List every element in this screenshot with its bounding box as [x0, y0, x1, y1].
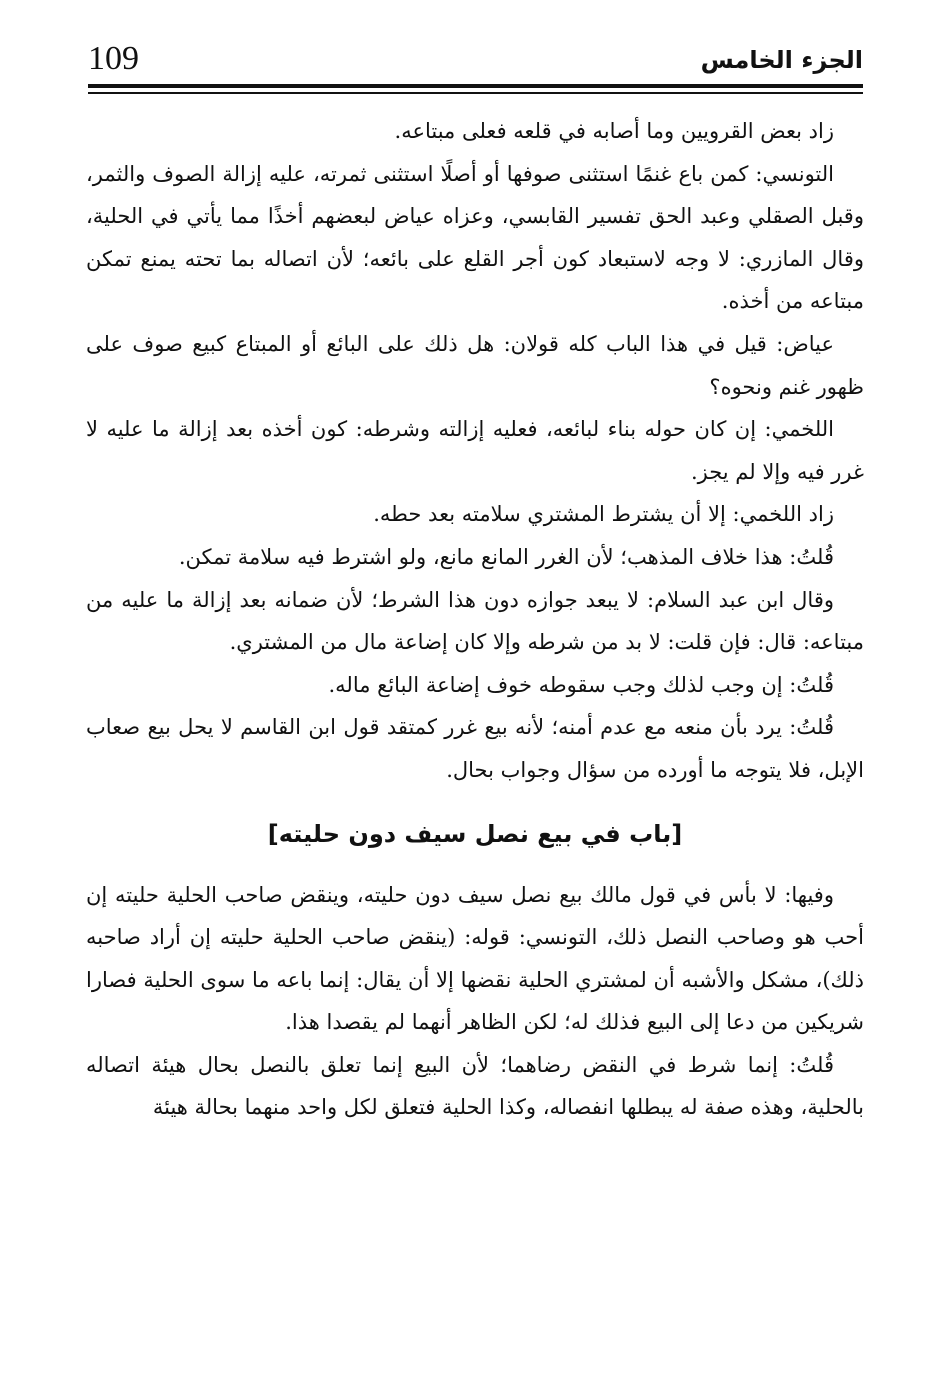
paragraph: وقال ابن عبد السلام: لا يبعد جوازه دون هذا الشرط؛ لأن ضمانه بعد إزالة ما عليه من مبتاعه: قال: فإن قلت: لا بد من شرطه وإلا كان إضاعة مال من المشتري. — [86, 587, 864, 655]
paragraph: اللخمي: إن كان حوله بناء لبائعه، فعليه إزالته وشرطه: كون أخذه بعد إزالة ما عليه لا غرر فيه وإلا لم يجز. — [86, 417, 864, 484]
paragraph: وفيها: لا بأس في قول مالك بيع نصل سيف دون حليته، وينقض صاحب الحلية حليته إن أحب هو وصاحب النصل ذلك، التونسي: قوله: (ينقض صاحب الحلية حليته إن أراد صاحبه ذلك)، مشكل والأشبه أن لمشتري الحلية نقضها إلا أن يقال: إنما باعه ما سوى الحلية فصارا شريكين من دعا إلى البيع فذلك له؛ لكن الظاهر أنهما لم يقصدا هذا. — [86, 882, 864, 1035]
paragraph: التونسي: كمن باع غنمًا استثنى صوفها أو أصلًا استثنى ثمرته، عليه إزالة الصوف والثمر، وقبل الصقلي وعبد الحق تفسير القابسي، وعزاه عياض لبعضهم أخذًا مما يأتي في الحلية، وقال المازري: لا وجه لاستبعاد كون أجر القلع على بائعه؛ لأن اتصاله بما تحته يمنع تمكن مبتاعه من أخذه. — [86, 161, 864, 314]
paragraph: زاد بعض القرويين وما أصابه في قلعه فعلى مبتاعه. — [394, 119, 834, 143]
header-rule-thin — [88, 92, 863, 94]
page-body — [86, 110, 864, 1129]
paragraph: قُلتُ: يرد بأن منعه مع عدم أمنه؛ لأنه بيع غرر كمتقد قول ابن القاسم لا يحل بيع صعاب الإبل، فلا يتوجه ما أورده من سؤال وجواب بحال. — [86, 715, 864, 782]
paragraph: قُلتُ: إنما شرط في النقض رضاهما؛ لأن البيع إنما تعلق بالنصل بحال هيئة اتصاله بالحلية، وهذه صفة له يبطلها انفصاله، وكذا الحلية فتعلق لكل واحد منهما بحالة هيئة — [86, 1052, 864, 1120]
header-rule-thick — [88, 84, 863, 88]
paragraph: قُلتُ: إن وجب لذلك وجب سقوطه خوف إضاعة البائع ماله. — [328, 672, 834, 697]
paragraph: زاد اللخمي: إلا أن يشترط المشتري سلامته بعد حطه. — [373, 502, 834, 527]
paragraph: قُلتُ: هذا خلاف المذهب؛ لأن الغرر المانع مانع، ولو اشترط فيه سلامة تمكن. — [178, 544, 834, 569]
section-heading: [باب في بيع نصل سيف دون حليته] — [267, 819, 683, 848]
page-number: 109 — [88, 40, 139, 77]
paragraph: عياض: قيل في هذا الباب كله قولان: هل ذلك على البائع أو المبتاع كبيع صوف على ظهور غنم ونحوه؟ — [86, 331, 864, 399]
page-header — [88, 36, 863, 82]
running-title: الجزء الخامس — [700, 46, 863, 74]
